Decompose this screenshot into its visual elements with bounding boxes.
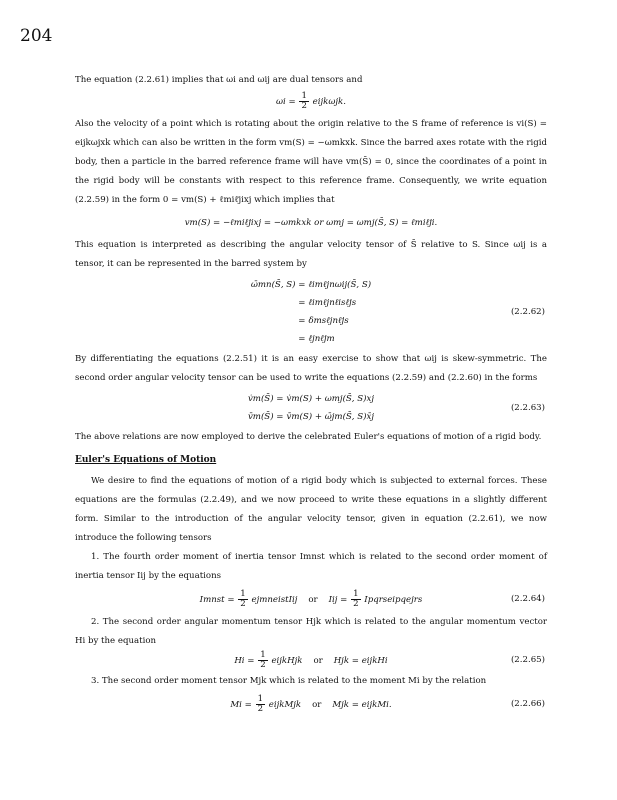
equation-number-2265: (2.2.65): [510, 655, 545, 665]
eq-dual-rhs: eijkωjk.: [312, 97, 346, 107]
equation-2-2-64: Imnst = $\frac{1}{2}$ ejmneistIij or Iij = $\frac{1}{2}$ Ipqrseipqejrs (2.2.64): [199, 589, 545, 609]
equation-2-2-65: Hi = $\frac{1}{2}$ eijkHjk or Hjk = eijkHi (2.2.65): [234, 650, 545, 670]
fraction-half: $\frac{1}{2}$: [260, 650, 266, 670]
paragraph-dual-tensors: The equation (2.2.61) implies that ωi and ωij are dual tensors and: [75, 75, 363, 85]
equation-dual: [75, 92, 547, 111]
fraction-half: $\frac{1}{2}$: [240, 589, 246, 609]
paragraph-interpretation: This equation is interpreted as describing the angular velocity tensor of S̄ relative to S. Since ωij is a tensor, it can be represented in the barred system by: [75, 240, 547, 269]
paragraph-skew-symmetric: By differentiating the equations (2.2.51) it is an easy exercise to show that ωij is skew-symmetric. The second order angular velocity tensor can be used to write the equations (2.2.59) and (2.2.60) in the forms: [75, 354, 547, 383]
equation-number-2262: (2.2.62): [510, 307, 545, 317]
paragraph-equations-of-motion: We desire to find the equations of motion of a rigid body which is subjected to external forces. These equations are the formulas (2.2.49), and we now proceed to write these equations in a slightly different form. Similar to the introduction of the angular velocity tensor, given in equation (2.2.61), we now introduce the following tensors: [75, 476, 547, 543]
list-item-inertia: 1. The fourth order moment of inertia tensor Imnst which is related to the second order moment of inertia tensor Iij by the equations: [75, 552, 547, 581]
fraction-half: $\frac{1}{2}$: [301, 91, 307, 111]
eq-dual-lhs: ωi =: [276, 97, 296, 107]
aligned-lines-2262: ω̄mn(S̄, S) = ℓimℓjnωij(S̄, S) = ℓimℓjnℓisℓ̇js = δmsℓjnℓ̇js = ℓjnℓ̇jm: [250, 280, 372, 344]
paragraph-velocity: Also the velocity of a point which is rotating about the origin relative to the S frame of reference is vi(S) = eijkωjxk which can also be written in the form vm(S) = −ωmkxk. Since the barred axes rotate with the rigid body, then a particle in the barred reference frame will have vm(S̄) = 0, since the coordinates of a point in the rigid body will be constants with respect to this reference frame. Consequently, we write equation (2.2.59) in the form 0 = vm(S) + ℓmiℓ̇jixj which implies that: [75, 119, 547, 205]
equation-2-2-62: [75, 276, 547, 348]
equation-2-2-63: [75, 390, 547, 426]
equation-2-2-66: Mi = $\frac{1}{2}$ eijkMjk or Mjk = eijkMi. (2.2.66): [230, 694, 545, 714]
aligned-lines-2263: v̇m(S̄) = v̇m(S) + ωmj(S̄, S)xj v̄m(S̄) = v̄m(S) + ω̄jm(S̄, S)x̄j: [247, 394, 375, 422]
list-item-angular-momentum: 2. The second order angular momentum tensor Hjk which is related to the angular momentum vector Hi by the equation: [75, 617, 547, 646]
equation-number-2263: (2.2.63): [510, 403, 545, 413]
fraction-half: $\frac{1}{2}$: [353, 589, 359, 609]
section-heading-euler: Euler's Equations of Motion: [75, 455, 217, 465]
list-item-moment: 3. The second order moment tensor Mjk which is related to the moment Mi by the relation: [91, 676, 487, 686]
equation-vm: vm(S) = −ℓmiℓ̇jixj = −ωmkxk or ωmj = ωmj(S̄, S) = ℓmiℓ̇ji.: [184, 218, 438, 228]
body-column: [75, 71, 547, 714]
paragraph-euler-intro: The above relations are now employed to derive the celebrated Euler's equations of motion of a rigid body.: [75, 432, 542, 442]
equation-number-2264: (2.2.64): [510, 594, 545, 604]
equation-number-2266: (2.2.66): [510, 699, 545, 709]
fraction-half: $\frac{1}{2}$: [257, 694, 264, 714]
page-number: 204: [20, 26, 53, 46]
